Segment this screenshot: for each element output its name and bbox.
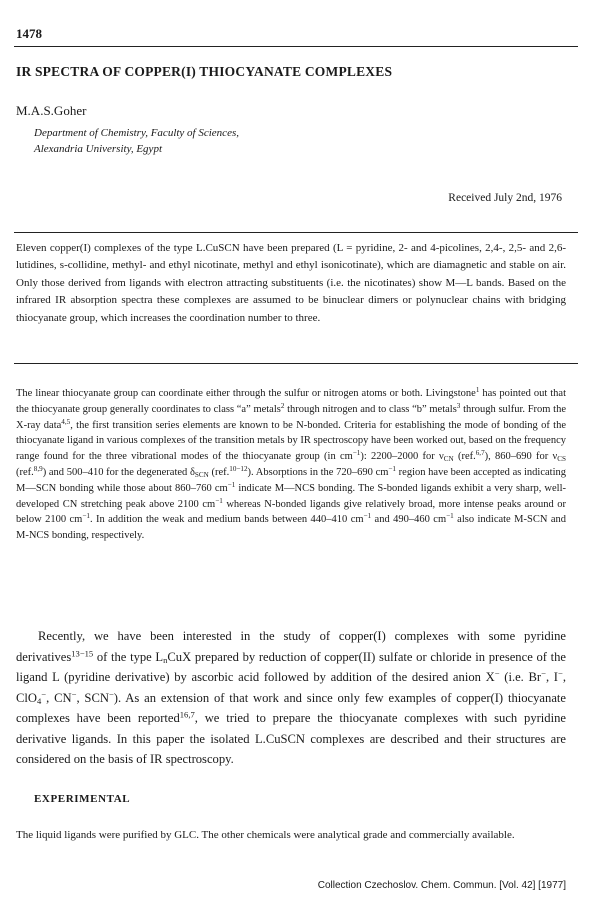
article-title: IR SPECTRA OF COPPER(I) THIOCYANATE COMPLEXES [16, 64, 393, 79]
header-rule [14, 46, 578, 47]
affiliation-line-1: Department of Chemistry, Faculty of Sciences, [34, 127, 239, 139]
section-heading-experimental: EXPERIMENTAL [34, 793, 131, 805]
introduction-paragraph: The linear thiocyanate group can coordinate either through the sulfur or nitrogen atoms or both. Livingstone$^1$ has pointed out that the thiocyanate group generally coordinates to class “a” metals$^2$ through nitrogen and to class “b” metals$^3$ through sulfur. From the X-ray data$^{4,5}$, the first transition series elements are known to be N-bonded. Criteria for establishing the mode of bonding of the thiocyanate ligand in various complexes of the transition metals by IR spectroscopy have been worked out, based on the frequency range found for the three vibrational modes of the thiocyanate group (in $cm^{-1}$): 2200–2000 for $\nu_{CN}$ (ref.$^{6,7}$), 860–690 for $\nu_{CS}$ (ref.$^{8,9}$) and 500–410 for the degenerated $\delta_{SCN}$ (ref.$^{10-12}$). Absorptions in the 720–690 $cm^{-1}$ region have been accepted as indicating M—SCN bonding while those about 860–760 $cm^{-1}$ indicate M—NCS bonding. The S-bonded ligands exhibit a very sharp, well-developed CN stretching peak above 2100 $cm^{-1}$ whereas N-bonded ligands give relatively broad, more intense peaks around or below 2100 $cm^{-1}$. In addition the weak and medium bands between 440–410 $cm^{-1}$ and 490–460 $cm^{-1}$ also indicate M-SCN and M-NCS bonding, respectively. [16, 386, 567, 542]
journal-citation-footer: Collection Czechoslov. Chem. Commun. [Vol. 42] [1977] [317, 880, 566, 891]
body-paragraph: Recently, we have been interested in the study of copper(I) complexes with some pyridine derivatives$^{13-15}$ of the type $L_nCuX$ prepared by reduction of copper(II) sulfate or chloride in presence of the ligand L (pyridine derivative) by ascorbic acid followed by addition of the desired anion X− (i.e. Br−, I−, ClO$_4$−, CN−, SCN−). As an extension of that work and since only few examples of copper(I) thiocyanate complexes have been reported$^{16,7}$, we tried to prepare the thiocyanate complexes with such pyridine derivative ligands. In this paper the isolated L.CuSCN complexes are described and their structures are considered on the basis of IR spectroscopy. [16, 629, 566, 766]
author-name: M.A.S.Goher [16, 103, 87, 118]
experimental-paragraph: The liquid ligands were purified by GLC. The other chemicals were analytical grade and commercially available. [16, 829, 515, 841]
page-number: 1478 [16, 26, 42, 41]
received-date: Received July 2nd, 1976 [448, 192, 562, 204]
abstract-rule-top [14, 232, 578, 233]
abstract-rule-bottom [14, 363, 578, 364]
abstract: Eleven copper(I) complexes of the type L.CuSCN have been prepared (L = pyridine, 2- and 4-picolines, 2,4-, 2,5- and 2,6-lutidines, s-collidine, methyl- and ethyl nicotinate, methyl and ethyl isonicotinate), which are diamagnetic and stable on air. Only those derived from ligands with electron attracting substituents (i.e. the nicotinates) show M—L bands. Based on the infrared IR absorption spectra these complexes are assumed to be binuclear dimers or polynuclear chains with bridging thiocyanate group, which increases the coordination number to three. [16, 242, 566, 324]
affiliation-line-2: Alexandria University, Egypt [34, 143, 162, 155]
author-affiliation [34, 125, 239, 157]
